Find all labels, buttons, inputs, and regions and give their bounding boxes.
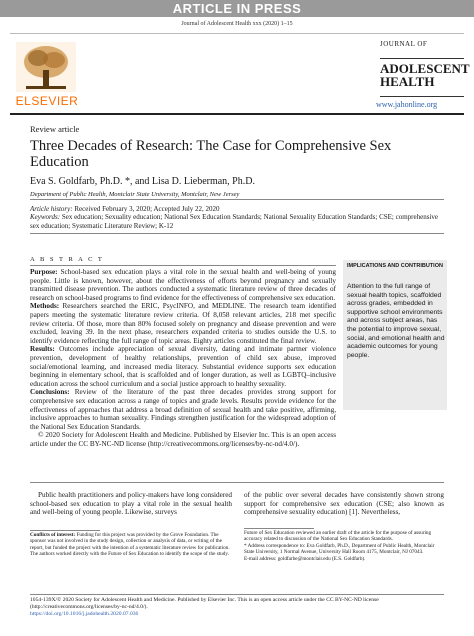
conflicts-label: Conflicts of interest:: [30, 532, 76, 538]
author-affiliation: Department of Public Health, Montclair State University, Montclair, New Jersey: [30, 191, 240, 198]
correspondence-footnote: [244, 530, 444, 562]
abstract-methods: Methods: Researchers searched the ERIC, PsycINFO, and MEDLINE. The research team identified papers meeting the systematic literature review criteria. Of 8,058 relevant articles, 218 met specific review criteria. Of those, more than 80% focused solely on pregnancy and disease prevention and were excluded, leaving 39. In the next phase, researchers expanded criteria to studies outside the U.S. to identify evidence reflecting the full range of topic areas. Eighty articles constituted the final review.: [30, 302, 336, 345]
abstract-body: [30, 268, 336, 448]
elsevier-tree-logo: [16, 42, 76, 92]
history-rule: [30, 199, 444, 200]
implications-heading: IMPLICATIONS AND CONTRIBUTION: [347, 263, 443, 269]
article-authors: Eva S. Goldfarb, Ph.D. *, and Lisa D. Lieberman, Ph.D.: [30, 176, 255, 187]
abstract-results: Results: Outcomes include appreciation of sexual diversity, dating and intimate partner violence prevention, development of healthy relationships, prevention of child sex abuse, improved social/emotional learning, and increased media literacy. Substantial evidence supports sex education beginning in elementary school, that is scaffolded and of longer duration, as well as LGBTQ–inclusive education across the school curriculum and a social justice approach to healthy sexuality.: [30, 345, 337, 388]
header-top-rule: [10, 33, 464, 34]
footnote-email: E-mail address: goldfarbe@montclair.edu (E.S. Goldfarb).: [244, 555, 366, 562]
keywords-text: Sex education; Sexuality education; National Sex Education Standards; National Sexuality Education Standards; CSE; comprehensive sex education; Systematic Literature Review; K-12: [30, 213, 438, 230]
journal-mark-rule-bottom: [380, 96, 464, 97]
abstract-rule: [30, 265, 336, 266]
footnote-rule-right: [244, 528, 314, 529]
history-label: Article history:: [30, 205, 73, 213]
footnote-rule-left: [30, 530, 100, 531]
abstract-copyright: © 2020 Society for Adolescent Health and Medicine. Published by Elsevier Inc. This is an open access article under the CC BY-NC-ND license (http://creativecommons.org/licenses/by-nc-nd/4.0/).: [30, 431, 336, 448]
keywords-label: Keywords:: [30, 213, 61, 221]
conflicts-text: Funding for this project was provided by the Grove Foundation. The sponsor was not involved in the study design, collection or analysis of data, or writing of the report, but funded the project with the intention of a systematic literature review for publication. The authors worked directly with the Future of Sex Education to identify the scope of the study.: [30, 532, 230, 558]
journal-mark-small: JOURNAL OF: [380, 40, 428, 48]
footnote-review-note: Future of Sex Education reviewed an earlier draft of the article for the purpose of assuring accuracy related to discussion of the National Sex Education Standards.: [244, 530, 432, 543]
history-text: Received February 3, 2020; Accepted July 22, 2020: [74, 205, 220, 213]
article-history: [30, 205, 220, 213]
journal-citation-line: Journal of Adolescent Health xxx (2020) 1–15: [181, 21, 293, 27]
header-bottom-rule: [10, 113, 464, 115]
keywords: [30, 213, 444, 231]
body-top-rule: [30, 482, 444, 483]
footer-license: 1054-139X/© 2020 Society for Adolescent Health and Medicine. Published by Elsevier Inc. This is an open access article under the CC BY-NC-ND license (http://creativecommons.org/licenses/by-nc-nd/4.0/).: [30, 597, 379, 610]
journal-mark-title-line1: ADOLESCENT: [380, 61, 470, 76]
conflicts-footnote: [30, 532, 232, 558]
article-type: Review article: [30, 124, 80, 134]
publisher-wordmark: ELSEVIER: [15, 94, 79, 108]
keywords-rule: [30, 233, 444, 234]
abstract-purpose: Purpose: School-based sex education plays a vital role in the sexual health and well-being of young people. Little is known, however, about the effectiveness of efforts beyond pregnancy and sexually transmitted disease prevention. The authors conducted a systematic literature review of three decades of research on school-based programs to find evidence for the effectiveness of comprehensive sex education.: [30, 268, 336, 302]
journal-mark-title-line2: HEALTH: [380, 74, 435, 89]
implications-text: Attention to the full range of sexual health topics, scaffolded across grades, embedded in supportive school environments and across subject areas, has the potential to improve sexual, social, and emotional health and academic outcomes for young people.: [347, 283, 445, 359]
article-in-press-banner: ARTICLE IN PRESS: [0, 0, 474, 17]
body-column-right: of the public over several decades have consistently shown strong support for comprehensive sex education (CSE; also known as comprehensive sexuality education) [1]. Nevertheless,: [244, 491, 444, 517]
article-title: Three Decades of Research: The Case for Comprehensive Sex Education: [30, 138, 392, 170]
footnote-address: * Address correspondence to: Eva Goldfarb, Ph.D., Department of Public Health, Montclair State University, 1 Normal Avenue, University Hall Room 4175, Montclair, NJ 07043.: [244, 542, 435, 556]
abstract-heading: A B S T R A C T: [30, 256, 104, 263]
page-footer: [30, 597, 444, 618]
journal-mark-title: [380, 61, 470, 89]
footer-doi-link[interactable]: https://doi.org/10.1016/j.jadohealth.2020.07.036: [30, 611, 139, 617]
journal-website-link[interactable]: www.jahonline.org: [376, 100, 438, 109]
journal-mark-rule-top: [380, 58, 464, 59]
abstract-conclusions: Conclusions: Review of the literature of the past three decades provides strong support for comprehensive sex education across a range of topics and grade levels. Results provide evidence for the effectiveness of approaches that address a broad definition of sexual health and take positive, affirming, inclusive approaches to human sexuality. Findings strengthen justification for the widespread adoption of the National Sex Education Standards.: [30, 388, 337, 431]
footer-rule: [30, 594, 444, 595]
body-column-left: Public health practitioners and policy-makers have long considered school-based sex education to play a vital role in the sexual health and well-being of young people. Likewise, surveys: [30, 491, 232, 517]
